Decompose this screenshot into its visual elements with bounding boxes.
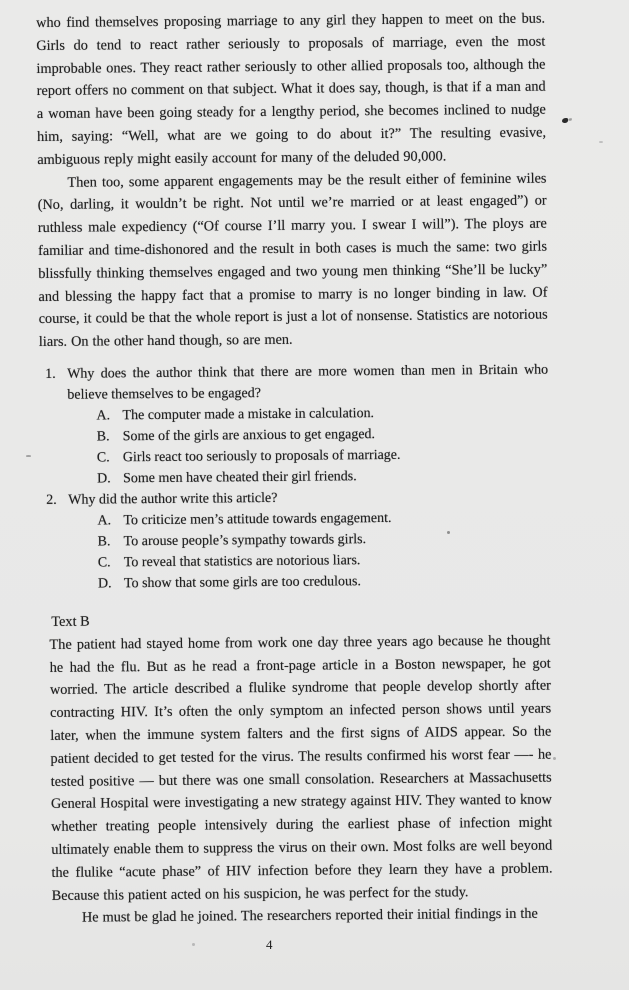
- option-letter: B.: [96, 429, 110, 445]
- option-letter: A.: [97, 513, 112, 529]
- option-text: To show that some girls are too credulous.: [123, 574, 362, 592]
- page-text-block: [36, 8, 553, 931]
- option-letter: C.: [96, 450, 110, 466]
- option-letter: C.: [97, 555, 111, 571]
- scan-speck: [599, 141, 603, 143]
- passage-b-paragraph-2: He must be glad he joined. The researchers reported their initial findings in the: [81, 905, 538, 926]
- scan-speck: [26, 455, 31, 457]
- question-2-stem: Why did the author write this article?: [68, 490, 278, 508]
- question-2-number: 2.: [46, 492, 57, 508]
- option-text: To reveal that statistics are notorious liars.: [123, 553, 361, 571]
- passage-b-heading: Text B: [51, 613, 90, 630]
- scan-speck: [192, 943, 195, 946]
- question-2: [40, 485, 550, 594]
- option-text: To criticize men’s attitude towards engagement.: [123, 510, 392, 529]
- question-1-number: 1.: [45, 366, 56, 382]
- page-number: 4: [266, 937, 273, 952]
- question-1: [39, 359, 549, 489]
- scan-speck: [553, 757, 556, 760]
- option-text: Some men have cheated their girl friends.: [123, 469, 357, 487]
- option-letter: B.: [97, 534, 111, 550]
- passage-a-paragraph-1: who find themselves proposing marriage to any girl they happen to meet on the bus. Girls do tend to react rather seriously to proposals of marriage, even the most improbable ones. They react rather seriously to other allied proposals too, although the report offers no comment on that subject. What it does say, though, is that if a man and a woman have been going steady for a lengthy period, she becomes inclined to nudge him, saying: “Well, what are we going to do about it?” The resulting evasive, ambiguous reply might easily account for many of the deluded 90,000.: [36, 10, 547, 168]
- option-letter: D.: [97, 471, 111, 487]
- option-text: Girls react too seriously to proposals of marriage.: [122, 447, 401, 466]
- scan-speck: [562, 118, 568, 123]
- question-list: [39, 359, 550, 594]
- passage-b-paragraph-1: The patient had stayed home from work one day three years ago because he thought he had the flu. But as he read a front-page article in a Boston newspaper, he got worried. The article described a flulike syndrome that people develop shortly after contracting HIV. It’s often the only symptom an infected person shows until years later, when the immune system falters and the first signs of AIDS appear. So the patient decided to get tested for the virus. The results confirmed his worst fear —- he tested positive — but there was one small consolation. Researchers at Massachusetts General Hospital were investigating a new strategy against HIV. They wanted to know whether treating people intensively during the earliest phase of infection might ultimately enable them to suppress the virus on their own. Most folks are well beyond the flulike “acute phase” of HIV infection before they learn they have a problem. Because this patient acted on his suspicion, he was perfect for the study.: [49, 632, 553, 904]
- passage-a-paragraph-2: Then too, some apparent engagements may be the result either of feminine wiles (No, darling, it wouldn’t be right. Not until we’re married or at least engaged”) or ruthless male expediency (“Of course I’ll marry you. I swear I will”). The ploys are familiar and time-dishonored and the result in both cases is much the same: two girls blissfully thinking themselves engaged and two young men thinking “She’ll be lucky” and blessing the happy fact that a promise to marry is no longer binding in law. Of course, it could be that the whole report is just a lot of nonsense. Statistics are notorious liars. On the other hand though, so are men.: [37, 170, 548, 351]
- question-1-stem: Why does the author think that there are more women than men in Britain who believe themselves to be engaged?: [67, 362, 549, 403]
- option-letter: D.: [97, 576, 112, 592]
- option-letter: A.: [96, 408, 111, 424]
- option-text: To arouse people’s sympathy towards girls.: [123, 532, 367, 550]
- option-text: The computer made a mistake in calculation.: [122, 406, 375, 424]
- passage-b: [49, 629, 553, 930]
- question-2-option-d: [41, 569, 550, 594]
- option-text: Some of the girls are anxious to get engaged.: [122, 427, 376, 445]
